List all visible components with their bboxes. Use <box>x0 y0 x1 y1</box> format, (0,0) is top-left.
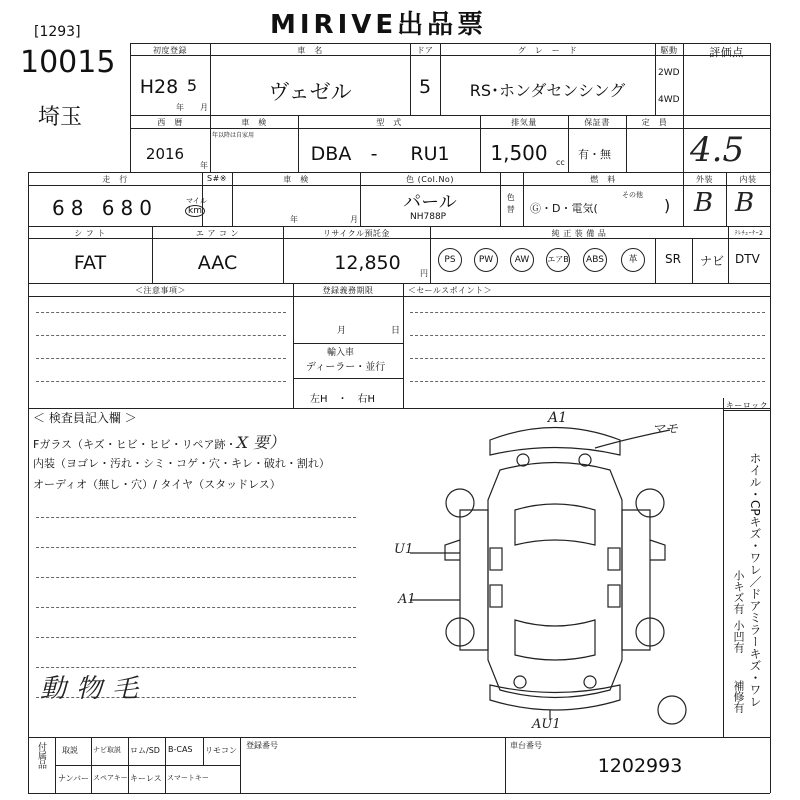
equip-pw: PW <box>474 248 498 272</box>
equipment-label: 純 正 装 備 品 <box>551 229 607 238</box>
doors-value: 5 <box>418 76 432 98</box>
side-damage-text: ホイル・CPキズ・ワレ／ドアミラーキズ・ワレ <box>748 452 762 708</box>
attach-plate: ナンバー <box>58 774 90 783</box>
attach-navi-manual: ナビ取説 <box>93 746 121 754</box>
caution-label: ＜注意事項＞ <box>135 286 186 295</box>
keylock-label: キーロック <box>725 401 769 410</box>
equip-airbag: エアB <box>546 248 570 272</box>
frame-label: 車台番号 <box>510 741 542 750</box>
displacement-label: 排気量 <box>511 118 537 127</box>
lot-bracket: [1293] <box>34 24 81 40</box>
cc-unit: cc <box>556 158 565 167</box>
lot-number: 10015 <box>20 45 116 80</box>
drive-label: 駆動 <box>660 46 678 55</box>
interior-label: 内装 <box>739 175 757 184</box>
fuel-label: 燃 料 <box>590 175 616 184</box>
attach-smart-key: スマートキー <box>167 774 209 782</box>
recycle-label: リサイクル預託金 <box>323 229 390 238</box>
side-small-scratch: 小キズ有 <box>732 570 745 614</box>
inspector-line1 <box>33 430 285 453</box>
row3-year-suffix: 年 <box>290 215 298 224</box>
first-registration-month: 5 <box>186 76 198 95</box>
import-label: 輸入車 <box>327 348 355 358</box>
sales-points-label: ＜セールスポイント＞ <box>407 286 493 295</box>
warranty-value: 有・無 <box>578 148 611 161</box>
mark-a1-top: A1 <box>548 410 568 426</box>
model-code: RU1 <box>410 143 450 165</box>
exterior-grade: B <box>694 188 714 218</box>
color-value: パール <box>403 192 457 213</box>
model-prefix: DBA <box>310 143 352 165</box>
frame-number: 1202993 <box>597 755 683 777</box>
side-small-dent: 小凹有 <box>732 620 745 653</box>
model-dash: - <box>370 143 378 165</box>
car-diagram <box>390 410 720 735</box>
ac-value: AAC <box>197 252 238 274</box>
grade-label: グ レ ー ド <box>517 46 578 55</box>
year-label: 年 <box>176 103 184 112</box>
attachments-label: 付属品 <box>36 742 46 769</box>
inspector-header: ＜ 検査員記入欄 ＞ <box>33 411 137 425</box>
region: 埼玉 <box>38 105 83 130</box>
car-name-label: 車 名 <box>297 46 323 55</box>
inspector-line3: オーディオ（無し・穴）/ タイヤ（スタッドレス） <box>33 478 281 491</box>
attach-bcas: B-CAS <box>168 745 193 754</box>
equip-navi: ナビ <box>700 254 725 268</box>
warranty-label: 保証書 <box>584 118 610 127</box>
capacity-label: 定 員 <box>641 118 668 127</box>
equip-dtv: DTV <box>735 252 760 266</box>
shift-value: FAT <box>73 252 107 274</box>
year-suffix: 年 <box>200 161 208 170</box>
plate-label: 登録番号 <box>246 741 278 750</box>
mark-u1: U1 <box>394 542 414 557</box>
interior-grade: B <box>735 188 755 218</box>
equip-aw: AW <box>510 248 534 272</box>
ac-label: エ ア コ ン <box>195 229 240 238</box>
mark-mamo: マモ <box>652 422 679 437</box>
drive-4wd: 4WD <box>658 95 680 105</box>
row3-month-suffix: 月 <box>350 215 358 224</box>
handwritten-note: 動物毛 <box>40 674 149 704</box>
doors-label: ドア <box>416 46 434 55</box>
fuel-close: ) <box>664 196 671 215</box>
first-registration-label: 初度登録 <box>153 46 187 55</box>
attach-keyless: キーレス <box>130 774 162 783</box>
car-name: ヴェゼル <box>268 80 352 104</box>
fuel-options: Ⓖ・D・電気( <box>530 202 598 215</box>
exterior-label: 外装 <box>696 175 713 184</box>
shift-label: シ フ ト <box>74 229 106 238</box>
equip-abs: ABS <box>583 248 607 272</box>
fuel-other-label: その他 <box>622 191 643 199</box>
dealer-parallel: ディーラー・並行 <box>306 362 386 373</box>
evaluation-score: 4.5 <box>690 130 745 170</box>
first-registration-era: H28 <box>139 76 179 98</box>
inspector-line2: 内装（ヨゴレ・汚れ・シミ・コゲ・穴・キレ・破れ・割れ） <box>33 457 330 470</box>
recycle-value: 12,850 <box>334 252 401 274</box>
yen-unit: 円 <box>420 269 428 278</box>
model-label: 型 式 <box>376 118 402 127</box>
color-number: NH788P <box>410 212 447 222</box>
inspection-note: 年以降は自家用 <box>212 132 255 139</box>
mileage-label: 走 行 <box>102 175 128 184</box>
attach-spare-key: スペアキー <box>93 774 128 782</box>
side-repaired: 補修有 <box>732 680 745 713</box>
attach-manual: 取説 <box>62 746 78 755</box>
mark-a1-left: A1 <box>398 592 416 607</box>
repaint-label: 色替 <box>506 193 516 214</box>
western-year-label: 西 暦 <box>157 118 183 127</box>
month-label: 月 <box>200 103 208 112</box>
registration-deadline-label: 登録義務期限 <box>322 286 374 295</box>
document-title: MIRIVE出品票 <box>270 10 488 40</box>
grade-value: RS･ホンダセンシング <box>469 81 626 100</box>
western-year: 2016 <box>145 145 185 163</box>
inspector-line1-hand: X 要） <box>236 433 286 452</box>
attach-remote: リモコン <box>205 746 237 755</box>
equip-sr: SR <box>665 252 681 266</box>
evaluation-label: 評価点 <box>709 46 744 59</box>
deadline-day: 日 <box>391 326 401 336</box>
steering-side: 左H ・ 右H <box>310 394 376 405</box>
mile-option: マイル <box>186 197 207 205</box>
drive-2wd: 2WD <box>658 68 680 78</box>
equip-ps: PS <box>438 248 462 272</box>
km-option: km <box>185 205 205 217</box>
row3-inspection-label: 車 検 <box>283 175 309 184</box>
inspector-line1-print: Fガラス（キズ・ヒビ・ヒビ・リペア跡・ <box>33 438 237 451</box>
color-label: 色 (Col.No) <box>406 175 454 184</box>
swap-label: S#※ <box>207 174 227 183</box>
tuner-label: ﾃﾚﾁｭｰﾅｰ2 <box>734 230 764 237</box>
deadline-month: 月 <box>337 326 347 336</box>
attach-rom-sd: ロム/SD <box>130 746 160 755</box>
mileage-value: 68 680 <box>52 196 158 220</box>
equip-leather: 革 <box>621 248 645 272</box>
inspection-label: 車 検 <box>241 118 267 127</box>
displacement-value: 1,500 <box>490 141 548 165</box>
mark-au1: AU1 <box>532 717 561 732</box>
